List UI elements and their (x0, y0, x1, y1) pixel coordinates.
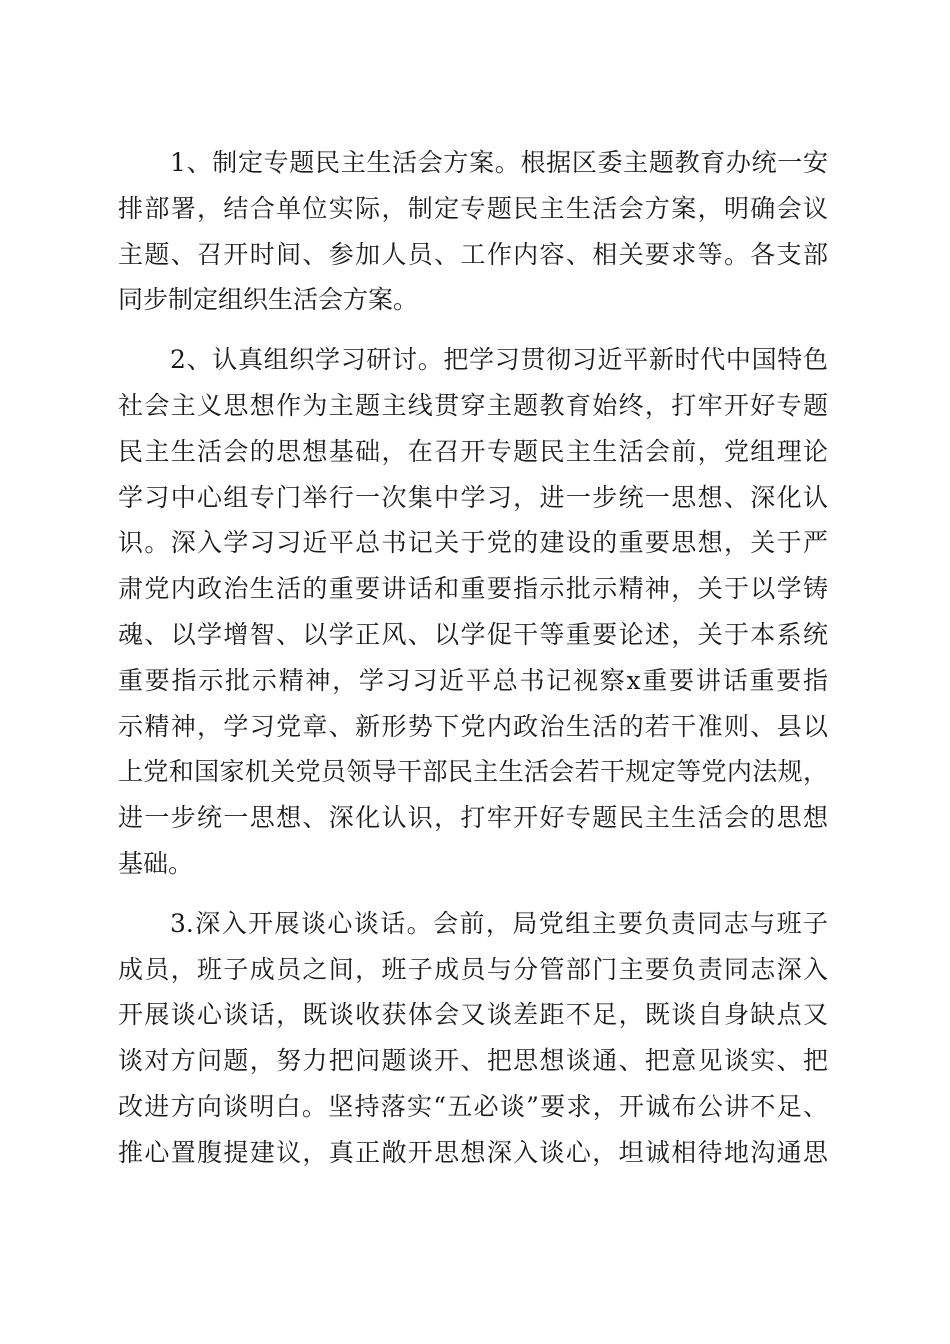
paragraph-3 (118, 901, 828, 1176)
paragraph-2-line-3: 民主生活会的思想基础，在召开专题民主生活会前，党组理论 (118, 436, 828, 466)
paragraph-3-line-3: 开展谈心谈话，既谈收获体会又谈差距不足，既谈自身缺点又 (118, 1000, 828, 1030)
paragraph-2-line-8: 重要指示批示精神，学习习近平总书记视察x重要讲话重要指 (118, 665, 828, 695)
paragraph-1-line-1: 1、制定专题民主生活会方案。根据区委主题教育办统一安 (170, 148, 828, 177)
paragraph-2-line-2: 社会主义思想作为主题主线贯穿主题教育始终，打牢开好专题 (118, 390, 828, 420)
paragraph-3-line-5: 改进方向谈明白。坚持落实“五必谈”要求，开诚布公讲不足、 (118, 1091, 828, 1121)
paragraph-3-line-1: 3.深入开展谈心谈话。会前，局党组主要负责同志与班子 (170, 908, 828, 938)
paragraph-2 (118, 337, 828, 887)
paragraph-2-line-9: 示精神，学习党章、新形势下党内政治生活的若干准则、县以 (118, 711, 828, 741)
paragraph-3-line-4: 谈对方问题，努力把问题谈开、把思想谈通、把意见谈实、把 (118, 1046, 828, 1076)
paragraph-3-line-6: 推心置腹提建议，真正敞开思想深入谈心，坦诚相待地沟通思 (118, 1137, 828, 1167)
paragraph-3-line-2: 成员，班子成员之间，班子成员与分管部门主要负责同志深入 (118, 954, 828, 984)
paragraph-1 (118, 140, 828, 323)
paragraph-1-line-4: 同步制定组织生活会方案。 (118, 285, 419, 315)
paragraph-2-line-7: 魂、以学增智、以学正风、以学促干等重要论述，关于本系统 (118, 619, 828, 649)
paragraph-2-line-1: 2、认真组织学习研讨。把学习贯彻习近平新时代中国特色 (170, 345, 828, 375)
paragraph-2-line-10: 上党和国家机关党员领导干部民主生活会若干规定等党内法规， (118, 757, 828, 787)
paragraph-2-line-4: 学习中心组专门举行一次集中学习，进一步统一思想、深化认 (118, 482, 828, 512)
paragraph-2-line-6: 肃党内政治生活的重要讲话和重要指示批示精神，关于以学铸 (118, 574, 828, 604)
paragraph-1-line-2: 排部署，结合单位实际，制定专题民主生活会方案，明确会议 (118, 193, 828, 223)
paragraph-2-line-11: 进一步统一思想、深化认识，打牢开好专题民主生活会的思想 (118, 803, 828, 833)
paragraph-1-line-3: 主题、召开时间、参加人员、工作内容、相关要求等。各支部 (118, 239, 828, 269)
document-body (118, 140, 828, 1190)
paragraph-2-line-5: 识。深入学习习近平总书记关于党的建设的重要思想，关于严 (118, 528, 828, 558)
paragraph-2-line-12: 基础。 (118, 848, 194, 878)
